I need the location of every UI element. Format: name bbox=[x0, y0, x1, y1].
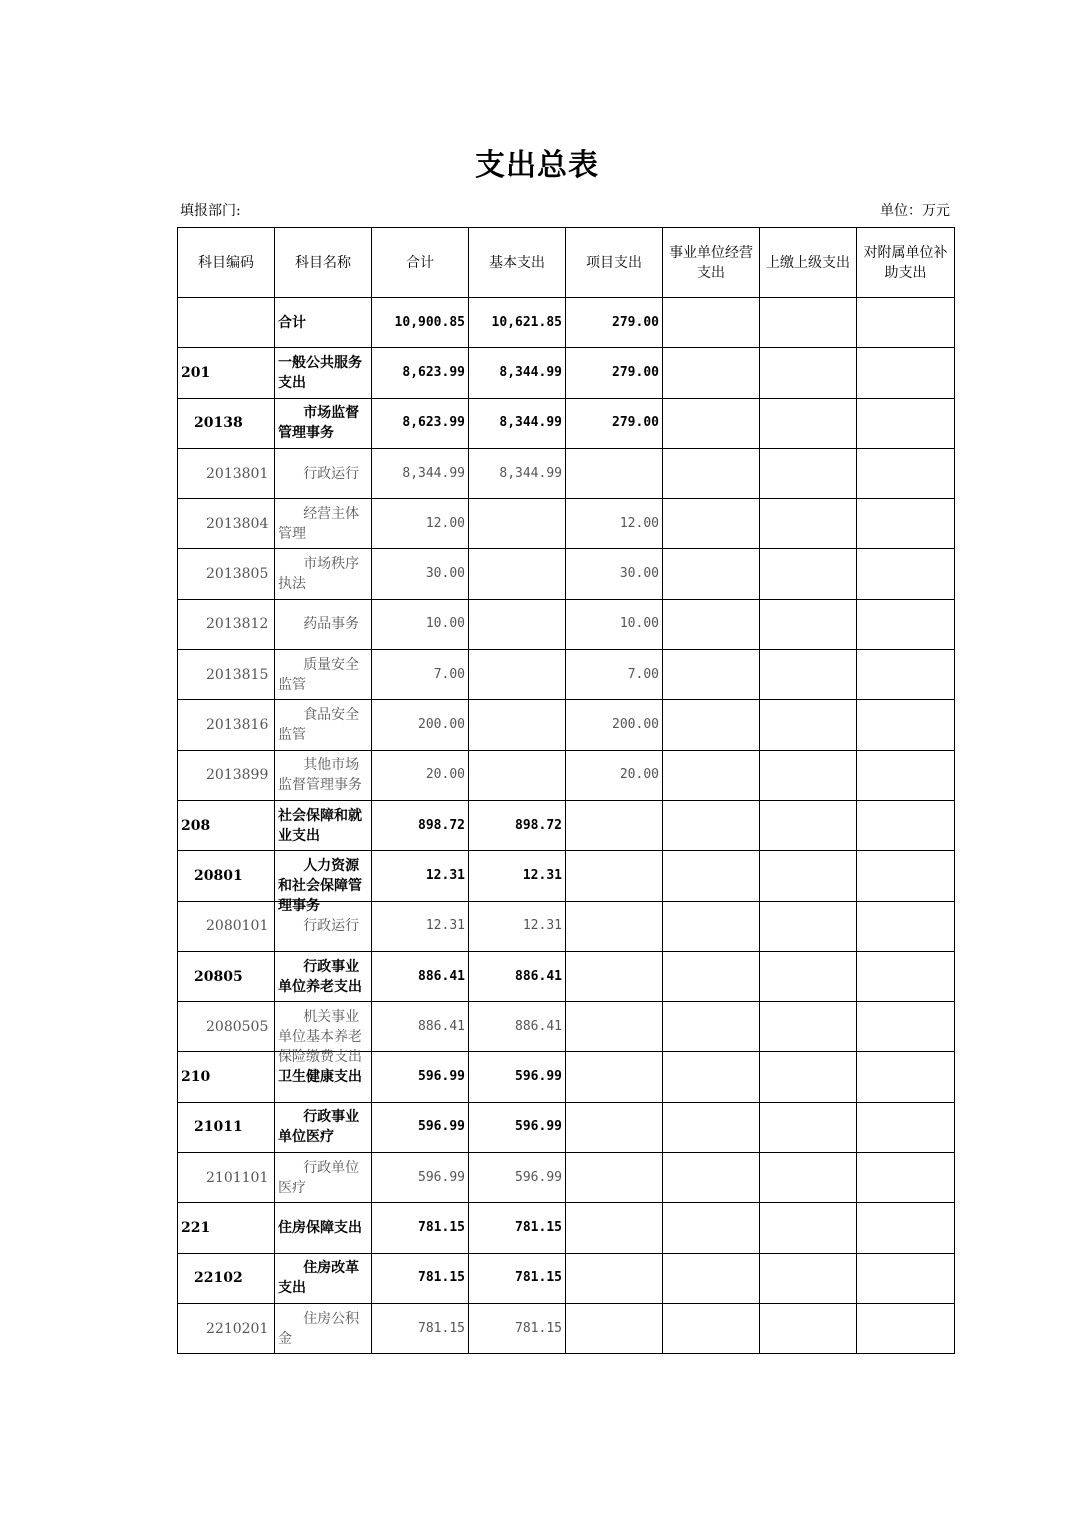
row-operating bbox=[663, 499, 760, 549]
table-row bbox=[178, 800, 955, 850]
row-name: 住房保障支出 bbox=[275, 1203, 372, 1253]
row-operating bbox=[663, 951, 760, 1001]
row-name: 合计 bbox=[275, 298, 372, 348]
row-project: 279.00 bbox=[566, 348, 663, 398]
row-operating bbox=[663, 851, 760, 901]
row-project bbox=[566, 901, 663, 951]
row-remit bbox=[760, 650, 857, 700]
row-name: 住房改革支出 bbox=[275, 1253, 372, 1303]
table-row bbox=[178, 599, 955, 649]
table-row bbox=[178, 1153, 955, 1203]
row-code: 2013899 bbox=[178, 750, 275, 800]
row-total: 8,623.99 bbox=[372, 398, 469, 448]
row-code: 2013804 bbox=[178, 499, 275, 549]
row-code: 2013801 bbox=[178, 448, 275, 498]
row-name: 行政事业单位养老支出 bbox=[275, 951, 372, 1001]
header-row bbox=[178, 228, 955, 298]
row-subsidy bbox=[857, 1153, 955, 1203]
row-operating bbox=[663, 398, 760, 448]
header-project: 项目支出 bbox=[566, 228, 663, 298]
row-project: 279.00 bbox=[566, 398, 663, 448]
row-subsidy bbox=[857, 1203, 955, 1253]
row-code: 22102 bbox=[178, 1253, 275, 1303]
row-code: 2210201 bbox=[178, 1303, 275, 1353]
header-subsidy: 对附属单位补助支出 bbox=[857, 228, 955, 298]
row-name: 卫生健康支出 bbox=[275, 1052, 372, 1102]
row-operating bbox=[663, 1052, 760, 1102]
row-operating bbox=[663, 1253, 760, 1303]
table-row bbox=[178, 750, 955, 800]
row-basic: 886.41 bbox=[469, 1002, 566, 1052]
row-total: 596.99 bbox=[372, 1052, 469, 1102]
row-name: 行政单位医疗 bbox=[275, 1153, 372, 1203]
unit-label: 单位：万元 bbox=[880, 203, 950, 219]
row-remit bbox=[760, 1052, 857, 1102]
row-operating bbox=[663, 1002, 760, 1052]
row-total: 886.41 bbox=[372, 1002, 469, 1052]
row-name: 市场秩序执法 bbox=[275, 549, 372, 599]
row-operating bbox=[663, 549, 760, 599]
row-code bbox=[178, 298, 275, 348]
row-code: 2013816 bbox=[178, 700, 275, 750]
row-subsidy bbox=[857, 851, 955, 901]
row-name: 其他市场监督管理事务 bbox=[275, 750, 372, 800]
row-subsidy bbox=[857, 650, 955, 700]
row-operating bbox=[663, 650, 760, 700]
row-subsidy bbox=[857, 599, 955, 649]
row-subsidy bbox=[857, 1253, 955, 1303]
row-subsidy bbox=[857, 298, 955, 348]
row-remit bbox=[760, 1102, 857, 1152]
row-remit bbox=[760, 1253, 857, 1303]
dept-label: 填报部门: bbox=[180, 203, 241, 219]
row-basic bbox=[469, 650, 566, 700]
row-project bbox=[566, 1253, 663, 1303]
table-row bbox=[178, 298, 955, 348]
table-row bbox=[178, 1203, 955, 1253]
row-project bbox=[566, 851, 663, 901]
row-project bbox=[566, 800, 663, 850]
row-basic: 781.15 bbox=[469, 1303, 566, 1353]
row-remit bbox=[760, 1203, 857, 1253]
row-remit bbox=[760, 700, 857, 750]
row-name: 经营主体管理 bbox=[275, 499, 372, 549]
row-total: 30.00 bbox=[372, 549, 469, 599]
row-remit bbox=[760, 800, 857, 850]
row-project bbox=[566, 1203, 663, 1253]
row-code: 201 bbox=[178, 348, 275, 398]
header-subject-code: 科目编码 bbox=[178, 228, 275, 298]
row-code: 2101101 bbox=[178, 1153, 275, 1203]
row-name: 行政运行 bbox=[275, 901, 372, 951]
row-name: 食品安全监管 bbox=[275, 700, 372, 750]
row-operating bbox=[663, 750, 760, 800]
header-operating: 事业单位经营支出 bbox=[663, 228, 760, 298]
row-project: 10.00 bbox=[566, 599, 663, 649]
row-remit bbox=[760, 901, 857, 951]
row-remit bbox=[760, 348, 857, 398]
row-name: 行政运行 bbox=[275, 448, 372, 498]
row-basic: 8,344.99 bbox=[469, 348, 566, 398]
header-total: 合计 bbox=[372, 228, 469, 298]
row-operating bbox=[663, 1153, 760, 1203]
row-operating bbox=[663, 700, 760, 750]
row-subsidy bbox=[857, 1052, 955, 1102]
row-basic: 886.41 bbox=[469, 951, 566, 1001]
row-operating bbox=[663, 1303, 760, 1353]
row-operating bbox=[663, 448, 760, 498]
table-row bbox=[178, 1303, 955, 1353]
row-remit bbox=[760, 750, 857, 800]
row-code: 221 bbox=[178, 1203, 275, 1253]
row-subsidy bbox=[857, 1002, 955, 1052]
table-row bbox=[178, 549, 955, 599]
row-total: 781.15 bbox=[372, 1253, 469, 1303]
row-operating bbox=[663, 348, 760, 398]
row-total: 781.15 bbox=[372, 1303, 469, 1353]
row-total: 10,900.85 bbox=[372, 298, 469, 348]
row-project: 279.00 bbox=[566, 298, 663, 348]
row-operating bbox=[663, 1102, 760, 1152]
row-total: 200.00 bbox=[372, 700, 469, 750]
row-remit bbox=[760, 851, 857, 901]
row-name: 行政事业单位医疗 bbox=[275, 1102, 372, 1152]
row-code: 21011 bbox=[178, 1102, 275, 1152]
header-basic: 基本支出 bbox=[469, 228, 566, 298]
row-subsidy bbox=[857, 1102, 955, 1152]
row-project: 200.00 bbox=[566, 700, 663, 750]
row-operating bbox=[663, 901, 760, 951]
row-operating bbox=[663, 599, 760, 649]
row-name: 一般公共服务支出 bbox=[275, 348, 372, 398]
row-subsidy bbox=[857, 800, 955, 850]
row-project: 12.00 bbox=[566, 499, 663, 549]
row-code: 20805 bbox=[178, 951, 275, 1001]
row-remit bbox=[760, 1153, 857, 1203]
row-project: 30.00 bbox=[566, 549, 663, 599]
row-basic: 781.15 bbox=[469, 1203, 566, 1253]
row-code: 210 bbox=[178, 1052, 275, 1102]
row-total: 886.41 bbox=[372, 951, 469, 1001]
row-basic bbox=[469, 499, 566, 549]
row-operating bbox=[663, 298, 760, 348]
row-project bbox=[566, 1303, 663, 1353]
row-total: 12.00 bbox=[372, 499, 469, 549]
row-remit bbox=[760, 549, 857, 599]
row-basic: 10,621.85 bbox=[469, 298, 566, 348]
row-code: 2013805 bbox=[178, 549, 275, 599]
row-project bbox=[566, 448, 663, 498]
row-total: 781.15 bbox=[372, 1203, 469, 1253]
row-name: 人力资源和社会保障管理事务 bbox=[275, 851, 372, 901]
table-row bbox=[178, 700, 955, 750]
table-row bbox=[178, 348, 955, 398]
row-project bbox=[566, 1052, 663, 1102]
row-total: 596.99 bbox=[372, 1102, 469, 1152]
row-subsidy bbox=[857, 549, 955, 599]
table-row bbox=[178, 1102, 955, 1152]
row-total: 20.00 bbox=[372, 750, 469, 800]
row-code: 20138 bbox=[178, 398, 275, 448]
row-subsidy bbox=[857, 901, 955, 951]
expenditure-table bbox=[177, 227, 955, 1354]
row-basic bbox=[469, 549, 566, 599]
row-remit bbox=[760, 499, 857, 549]
row-subsidy bbox=[857, 499, 955, 549]
row-basic: 8,344.99 bbox=[469, 448, 566, 498]
row-total: 12.31 bbox=[372, 901, 469, 951]
table-row bbox=[178, 1253, 955, 1303]
table-row bbox=[178, 851, 955, 901]
row-operating bbox=[663, 1203, 760, 1253]
row-subsidy bbox=[857, 750, 955, 800]
table-row bbox=[178, 398, 955, 448]
row-remit bbox=[760, 951, 857, 1001]
row-remit bbox=[760, 298, 857, 348]
row-total: 596.99 bbox=[372, 1153, 469, 1203]
row-basic: 596.99 bbox=[469, 1052, 566, 1102]
row-name: 社会保障和就业支出 bbox=[275, 800, 372, 850]
row-basic: 8,344.99 bbox=[469, 398, 566, 448]
table-row bbox=[178, 1002, 955, 1052]
row-remit bbox=[760, 1303, 857, 1353]
row-subsidy bbox=[857, 700, 955, 750]
row-code: 208 bbox=[178, 800, 275, 850]
row-code: 20801 bbox=[178, 851, 275, 901]
row-basic bbox=[469, 750, 566, 800]
row-project bbox=[566, 1002, 663, 1052]
row-basic: 596.99 bbox=[469, 1153, 566, 1203]
page-title: 支出总表 bbox=[475, 148, 599, 183]
row-project: 7.00 bbox=[566, 650, 663, 700]
row-total: 12.31 bbox=[372, 851, 469, 901]
row-basic: 12.31 bbox=[469, 901, 566, 951]
row-name: 机关事业单位基本养老保险缴费支出 bbox=[275, 1002, 372, 1052]
header-remit: 上缴上级支出 bbox=[760, 228, 857, 298]
row-basic bbox=[469, 599, 566, 649]
row-remit bbox=[760, 398, 857, 448]
row-code: 2080101 bbox=[178, 901, 275, 951]
row-code: 2080505 bbox=[178, 1002, 275, 1052]
header-subject-name: 科目名称 bbox=[275, 228, 372, 298]
row-subsidy bbox=[857, 951, 955, 1001]
row-name: 质量安全监管 bbox=[275, 650, 372, 700]
row-basic: 898.72 bbox=[469, 800, 566, 850]
table-row bbox=[178, 650, 955, 700]
row-basic: 12.31 bbox=[469, 851, 566, 901]
table-row bbox=[178, 499, 955, 549]
row-project bbox=[566, 1153, 663, 1203]
row-operating bbox=[663, 800, 760, 850]
row-total: 7.00 bbox=[372, 650, 469, 700]
row-remit bbox=[760, 1002, 857, 1052]
row-total: 898.72 bbox=[372, 800, 469, 850]
row-code: 2013815 bbox=[178, 650, 275, 700]
row-basic: 596.99 bbox=[469, 1102, 566, 1152]
row-subsidy bbox=[857, 448, 955, 498]
row-total: 10.00 bbox=[372, 599, 469, 649]
row-project: 20.00 bbox=[566, 750, 663, 800]
row-total: 8,344.99 bbox=[372, 448, 469, 498]
row-code: 2013812 bbox=[178, 599, 275, 649]
row-basic: 781.15 bbox=[469, 1253, 566, 1303]
row-basic bbox=[469, 700, 566, 750]
row-subsidy bbox=[857, 1303, 955, 1353]
row-remit bbox=[760, 448, 857, 498]
table-row bbox=[178, 951, 955, 1001]
row-name: 市场监督管理事务 bbox=[275, 398, 372, 448]
row-name: 药品事务 bbox=[275, 599, 372, 649]
table-row bbox=[178, 448, 955, 498]
row-total: 8,623.99 bbox=[372, 348, 469, 398]
row-remit bbox=[760, 599, 857, 649]
row-subsidy bbox=[857, 348, 955, 398]
row-name: 住房公积金 bbox=[275, 1303, 372, 1353]
row-project bbox=[566, 1102, 663, 1152]
row-subsidy bbox=[857, 398, 955, 448]
row-project bbox=[566, 951, 663, 1001]
